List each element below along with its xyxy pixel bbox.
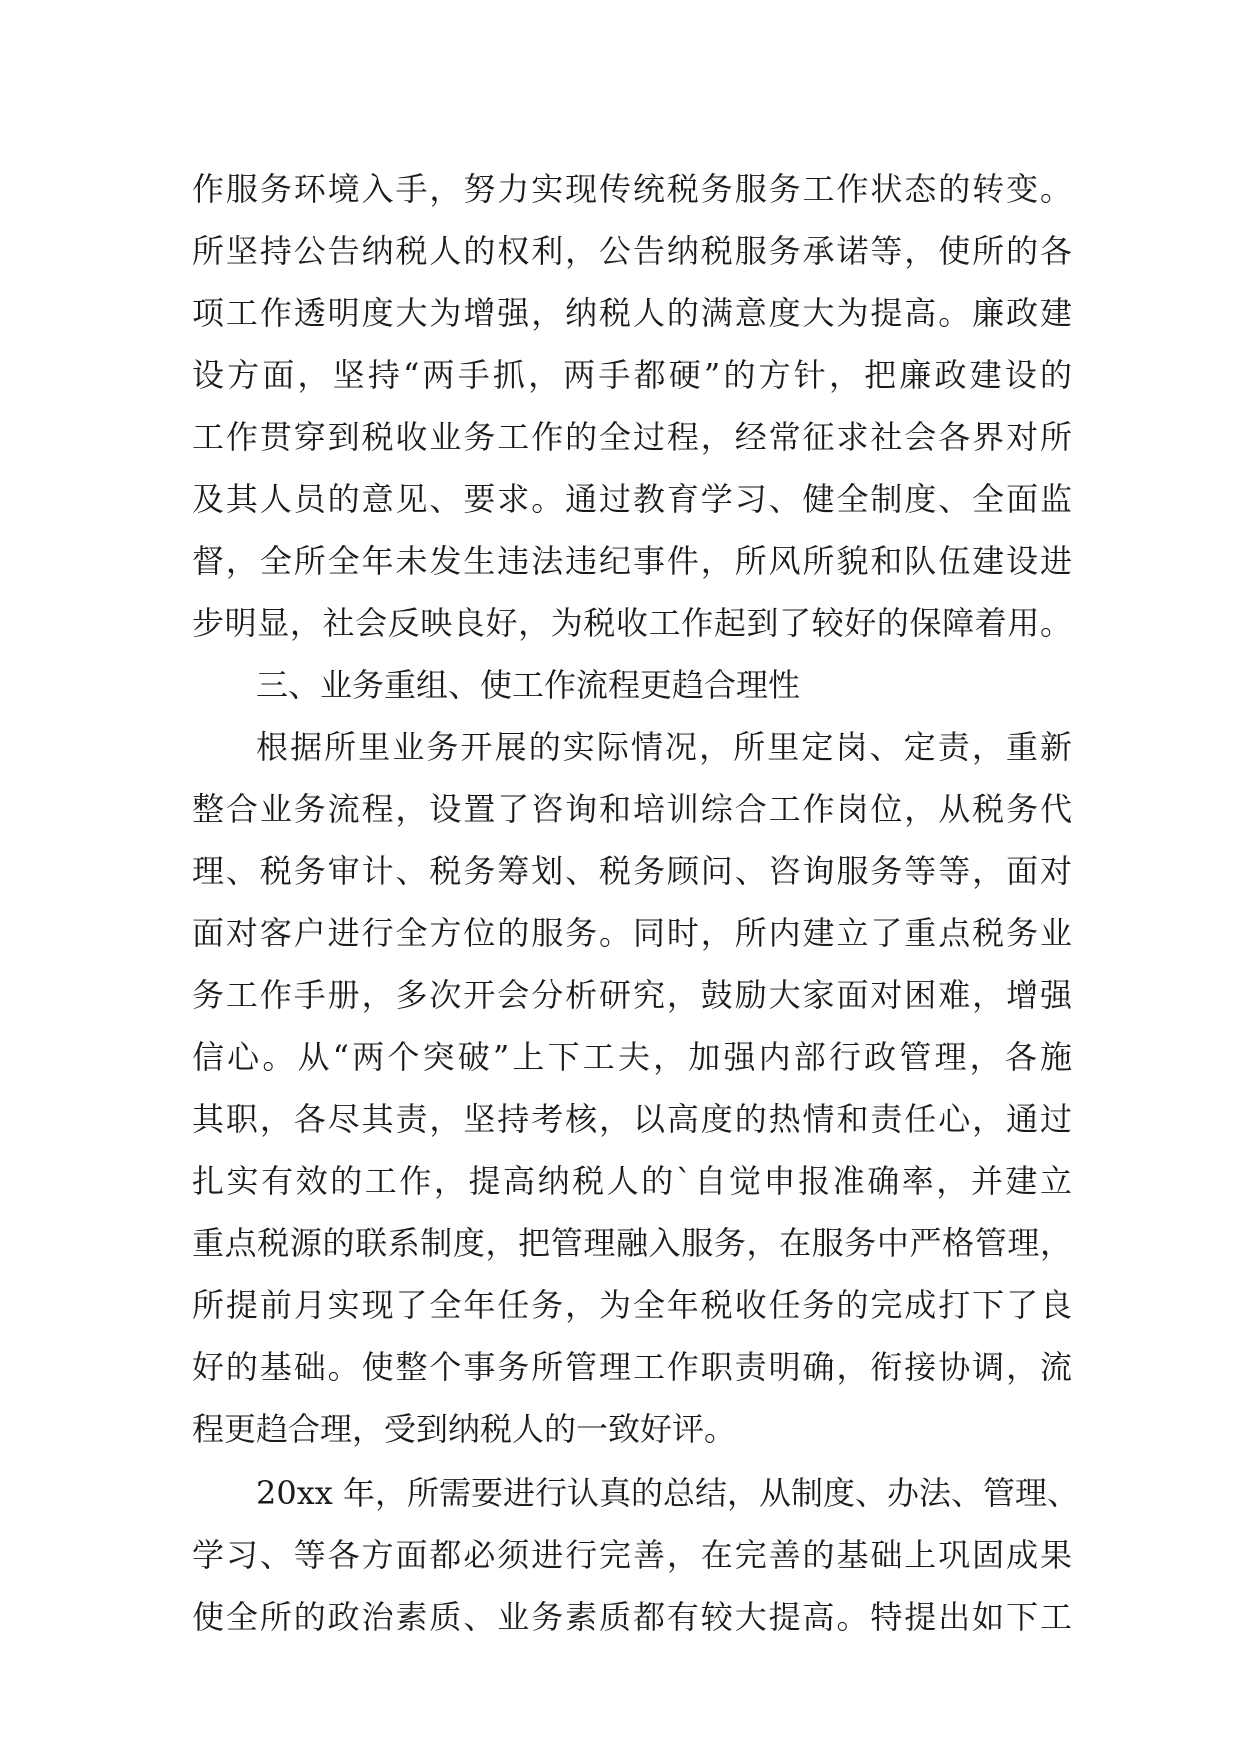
text-line: 重点税源的联系制度，把管理融入服务，在服务中严格管理， — [192, 1224, 1072, 1262]
section-heading: 三、业务重组、使工作流程更趋合理性 — [256, 666, 801, 704]
text-line: 所提前月实现了全年任务，为全年税收任务的完成打下了良 — [192, 1286, 1072, 1324]
text-line: 理、税务审计、税务筹划、税务顾问、咨询服务等等，面对 — [192, 852, 1072, 890]
text-line: 好的基础。使整个事务所管理工作职责明确，衔接协调，流 — [192, 1348, 1072, 1386]
text-line: 项工作透明度大为增强，纳税人的满意度大为提高。廉政建 — [192, 294, 1072, 332]
document-body — [192, 158, 1079, 1648]
text-line: 扎实有效的工作，提高纳税人的`自觉申报准确率，并建立 — [192, 1162, 1072, 1200]
text-line: 务工作手册，多次开会分析研究，鼓励大家面对困难，增强 — [192, 976, 1072, 1014]
text-line: 根据所里业务开展的实际情况，所里定岗、定责，重新 — [256, 728, 1072, 766]
text-line: 其职，各尽其责，坚持考核，以高度的热情和责任心，通过 — [192, 1100, 1072, 1138]
text-line: 工作贯穿到税收业务工作的全过程，经常征求社会各界对所 — [192, 418, 1072, 456]
text-line: 及其人员的意见、要求。通过教育学习、健全制度、全面监 — [192, 480, 1072, 518]
text-line: 设方面，坚持“两手抓，两手都硬”的方针，把廉政建设的 — [192, 356, 1072, 394]
text-line: 程更趋合理，受到纳税人的一致好评。 — [192, 1410, 737, 1448]
text-line: 使全所的政治素质、业务素质都有较大提高。特提出如下工 — [192, 1598, 1072, 1636]
text-line: 信心。从“两个突破”上下工夫，加强内部行政管理，各施 — [192, 1038, 1072, 1076]
text-line: 督，全所全年未发生违法违纪事件，所风所貌和队伍建设进 — [192, 542, 1072, 580]
text-line: 整合业务流程，设置了咨询和培训综合工作岗位，从税务代 — [192, 790, 1072, 828]
text-line: 作服务环境入手，努力实现传统税务服务工作状态的转变。 — [192, 170, 1072, 208]
text-line: 所坚持公告纳税人的权利，公告纳税服务承诺等，使所的各 — [192, 232, 1072, 270]
text-line: 20xx 年，所需要进行认真的总结，从制度、办法、管理、 — [256, 1474, 1079, 1512]
text-line: 学习、等各方面都必须进行完善，在完善的基础上巩固成果 — [192, 1536, 1072, 1574]
text-line: 面对客户进行全方位的服务。同时，所内建立了重点税务业 — [192, 914, 1072, 952]
text-line: 步明显，社会反映良好，为税收工作起到了较好的保障着用。 — [192, 604, 1072, 642]
